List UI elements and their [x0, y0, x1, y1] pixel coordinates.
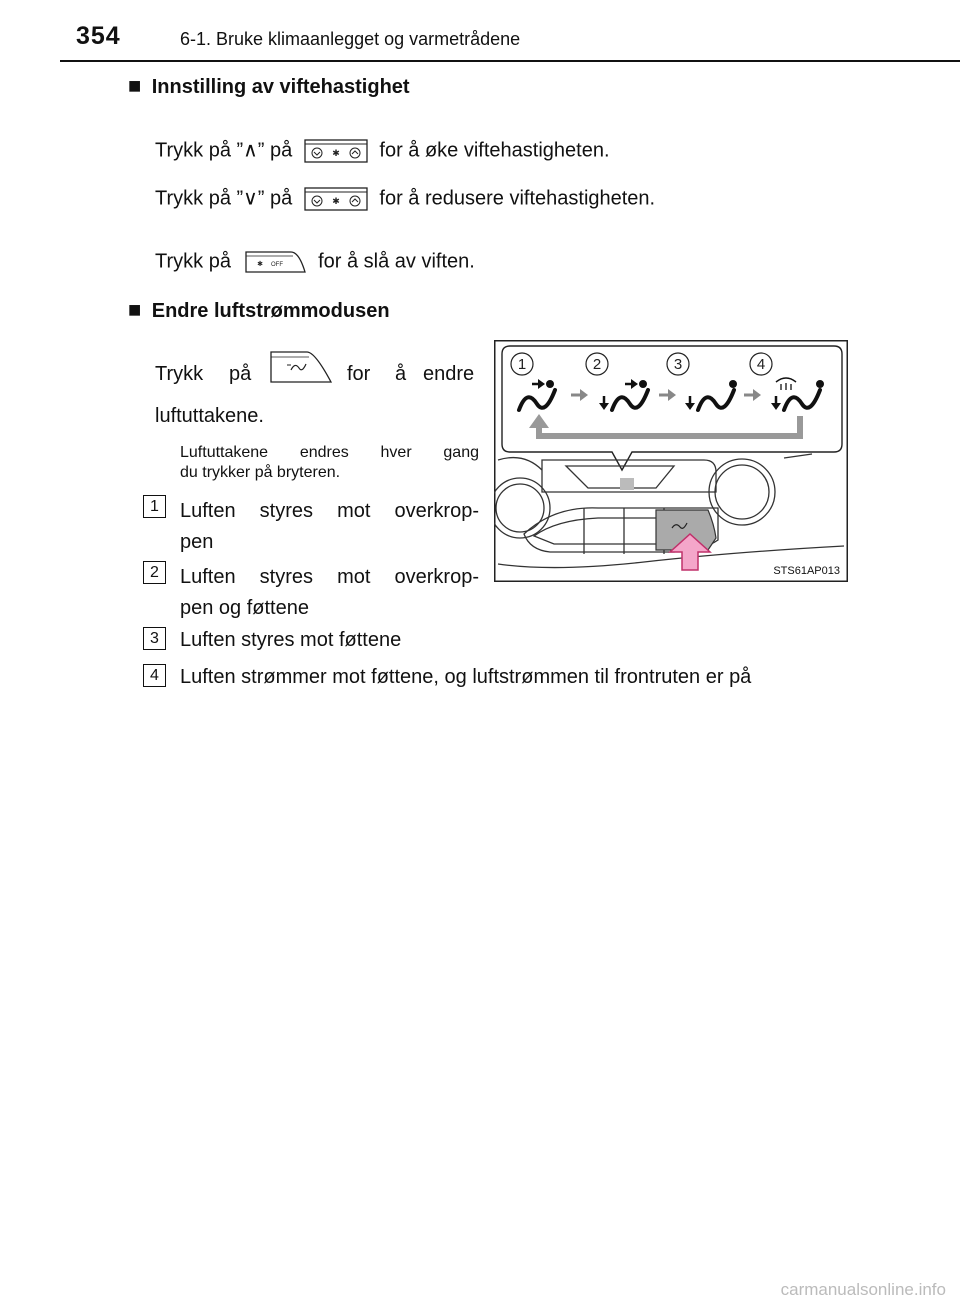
fan-off-button-icon	[243, 248, 307, 276]
svg-text:✱: ✱	[332, 148, 340, 158]
section-title: Innstilling av viftehastighet	[151, 76, 410, 98]
section-marker: ■	[128, 297, 142, 322]
section-airflow-heading	[128, 297, 390, 323]
note-line: du trykker på bryteren.	[180, 464, 341, 481]
fan-speed-button-icon	[304, 138, 368, 164]
mode-number-text: 3	[673, 356, 683, 373]
item-number-badge: 3	[143, 627, 166, 650]
item-feet: Luften styres mot føttene	[180, 629, 402, 651]
airflow-intro-line	[155, 360, 479, 390]
display-indicator	[620, 478, 634, 490]
line-text: Trykk på ”∧” på	[155, 139, 293, 162]
item-line: pen	[180, 531, 214, 553]
item-line: Luften styres mot overkrop-	[180, 566, 479, 588]
airflow-intro-continued: luftuttakene.	[155, 405, 264, 427]
item-line: Luften styres mot overkrop-	[180, 500, 479, 522]
off-label: OFF	[270, 262, 283, 268]
section-fan-speed-heading	[128, 73, 410, 99]
item-number-badge: 1	[143, 495, 166, 518]
item-line: pen og føttene	[180, 597, 309, 619]
mode-number-text: 1	[517, 356, 527, 373]
svg-text:✱: ✱	[332, 196, 340, 206]
mode-number-text: 2	[592, 356, 602, 373]
fan-speed-button-icon	[304, 186, 368, 212]
airflow-mode-figure	[494, 340, 848, 582]
line-text: for å slå av viften.	[318, 250, 475, 273]
mode-number-1	[511, 353, 533, 375]
mode-number-2	[586, 353, 608, 375]
fan-increase-line	[155, 138, 610, 164]
mode-number-text: 4	[756, 356, 766, 373]
fan-decrease-line	[155, 186, 655, 212]
word: å	[395, 363, 407, 385]
fan-off-line	[155, 248, 475, 276]
item-number-badge: 4	[143, 664, 166, 687]
airflow-mode-button-icon	[269, 348, 333, 388]
word: endre	[423, 363, 475, 385]
note-line: Luftuttakene endres hver gang	[180, 444, 479, 461]
word: for	[347, 363, 371, 385]
item-upper-body-and-feet	[180, 562, 479, 624]
airflow-note	[180, 443, 479, 483]
line-text: Trykk på	[155, 250, 231, 273]
header-rule	[60, 60, 960, 62]
page-number: 354	[76, 22, 121, 50]
item-feet-and-windshield: Luften strømmer mot føttene, og luftstrømmen til frontruten er på	[180, 666, 752, 688]
line-text: for å redusere viftehastigheten.	[379, 187, 656, 210]
svg-text:✱: ✱	[256, 261, 263, 268]
mode-number-4	[750, 353, 772, 375]
line-text: Trykk på ”∨” på	[155, 187, 293, 210]
line-text: for å øke viftehastigheten.	[379, 139, 610, 162]
word: på	[229, 363, 252, 385]
section-marker: ■	[128, 73, 142, 98]
section-title: Endre luftstrømmodusen	[151, 300, 390, 322]
mode-number-3	[667, 353, 689, 375]
figure-code: STS61AP013	[773, 565, 840, 577]
chapter-title: 6-1. Bruke klimaanlegget og varmetrådene	[180, 29, 521, 49]
footer-watermark: carmanualsonline.info	[780, 1280, 946, 1299]
word: Trykk	[155, 363, 204, 385]
item-number-badge: 2	[143, 561, 166, 584]
item-upper-body	[180, 496, 479, 558]
